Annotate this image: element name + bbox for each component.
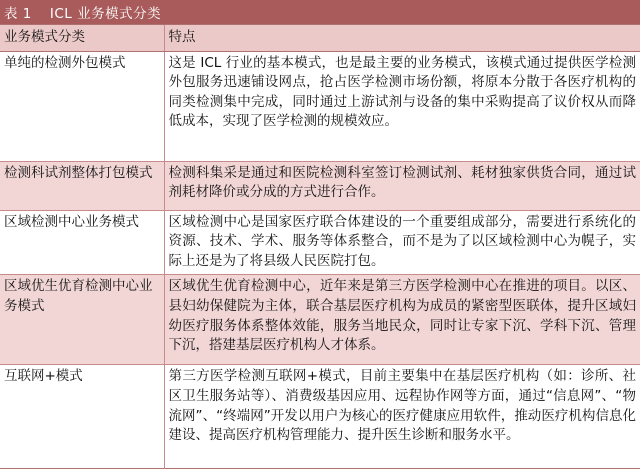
table-number: 表 1	[4, 6, 32, 22]
table-row	[0, 210, 640, 275]
row-mode: 区域检测中心业务模式	[0, 210, 164, 275]
row-mode: 互联网+模式	[4, 368, 83, 385]
table-row	[0, 365, 640, 469]
header-mode: 业务模式分类	[0, 25, 164, 52]
row-feature: 区域检测中心是国家医疗联合体建设的一个重要组成部分，需要进行系统化的资源、技术、学术、服务等体系整合，而不是为了以区域检测中心为幌子，实际上还是为了将县级人民医院打包。	[164, 210, 640, 275]
row-mode: 单纯的检测外包模式	[0, 51, 164, 161]
header-feature: 特点	[164, 25, 640, 52]
table-row	[0, 161, 640, 210]
row-feature: 检测科集采是通过和医院检测科室签订检测试剂、耗材独家供货合同，通过试剂耗材降价或分成的方式进行合作。	[164, 161, 640, 210]
row-mode: 区域优生优育检测中心业务模式	[0, 275, 164, 365]
table-row	[0, 275, 640, 365]
table-caption	[0, 0, 640, 24]
table-header-row	[0, 25, 640, 52]
icl-business-mode-table	[0, 24, 640, 469]
table-title: ICL 业务模式分类	[49, 6, 162, 22]
row-feature: 区域优生优育检测中心，近年来是第三方医学检测中心在推进的项目。以区、县妇幼保健院为主体，联合基层医疗机构为成员的紧密型医联体，提升区域妇幼医疗服务体系整体效能，服务当地民众，同时让专家下沉、学科下沉、管理下沉，搭建基层医疗机构人才体系。	[164, 275, 640, 365]
row-feature: 这是 ICL 行业的基本模式，也是最主要的业务模式，该模式通过提供医学检测外包服务迅速铺设网点，抢占医学检测市场份额，将原本分散于各医疗机构的同类检测集中完成，同时通过上游试剂与设备的集中采购提高了议价权从而降低成本，实现了医学检测的规模效应。	[164, 51, 640, 161]
row-mode: 检测科试剂整体打包模式	[0, 161, 164, 210]
table-row	[0, 51, 640, 161]
row-feature: 第三方医学检测互联网+模式，目前主要集中在基层医疗机构（如：诊所、社区卫生服务站等）、消费级基因应用、远程协作网等方面，通过“信息网”、“物流网”、“终端网”开发以用户为核心的医疗健康应用软件，推动医疗机构信息化建设、提高医疗机构管理能力、提升医生诊断和服务水平。	[164, 365, 640, 469]
